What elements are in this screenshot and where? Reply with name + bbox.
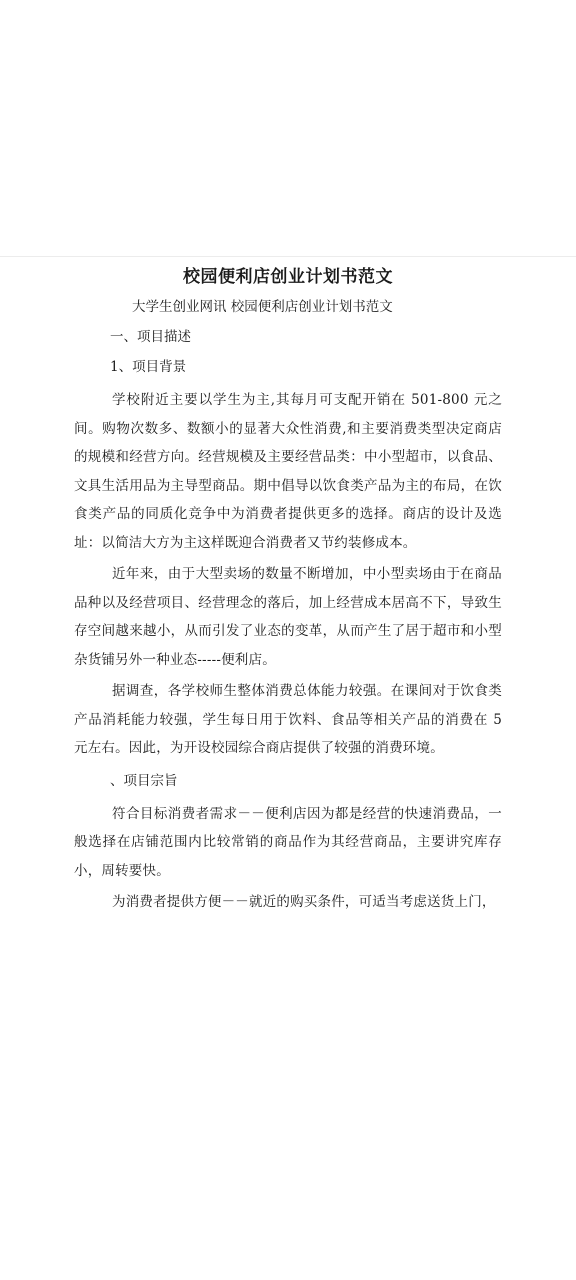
document-title: 校园便利店创业计划书范文 <box>183 267 393 287</box>
section-heading-project-description: 一、项目描述 <box>110 329 191 345</box>
paragraph-background-2: 近年来，由于大型卖场的数量不断增加，中小型卖场由于在商品品种以及经营项目、经营理念的落后，加上经营成本居高不下，导致生存空间越来越小，从而引发了业态的变革，从而产生了居于超市和小型杂货铺另外一种业态-----便利店。 <box>74 566 502 668</box>
document-subtitle: 大学生创业网讯 校园便利店创业计划书范文 <box>132 299 393 315</box>
document-body <box>74 262 502 920</box>
page-top-divider <box>0 256 576 257</box>
section-heading-project-purpose: 、项目宗旨 <box>110 772 178 789</box>
paragraph-background-1: 学校附近主要以学生为主,其每月可支配开销在 501-800 元之间。购物次数多、数额小的显著大众性消费,和主要消费类型决定商店的规模和经营方向。经营规模及主要经营品类：中小型超市，以食品、文具生活用品为主导型商品。期中倡导以饮食类产品为主的布局，在饮食类产品的同质化竞争中为消费者提供更多的选择。商店的设计及选址：以简洁大方为主这样既迎合消费者又节约装修成本。 <box>74 392 502 551</box>
paragraph-purpose-1: 符合目标消费者需求－－便利店因为都是经营的快速消费品，一般选择在店铺范围内比较常销的商品作为其经营商品，主要讲究库存小，周转要快。 <box>74 805 502 879</box>
section-heading-project-background: 1、项目背景 <box>110 359 187 375</box>
paragraph-purpose-2: 为消费者提供方便－－就近的购买条件，可适当考虑送货上门， <box>112 894 496 910</box>
paragraph-background-3: 据调查，各学校师生整体消费总体能力较强。在课间对于饮食类产品消耗能力较强，学生每日用于饮料、食品等相关产品的消费在 5 元左右。因此，为开设校园综合商店提供了较强的消费环境。 <box>74 683 502 756</box>
